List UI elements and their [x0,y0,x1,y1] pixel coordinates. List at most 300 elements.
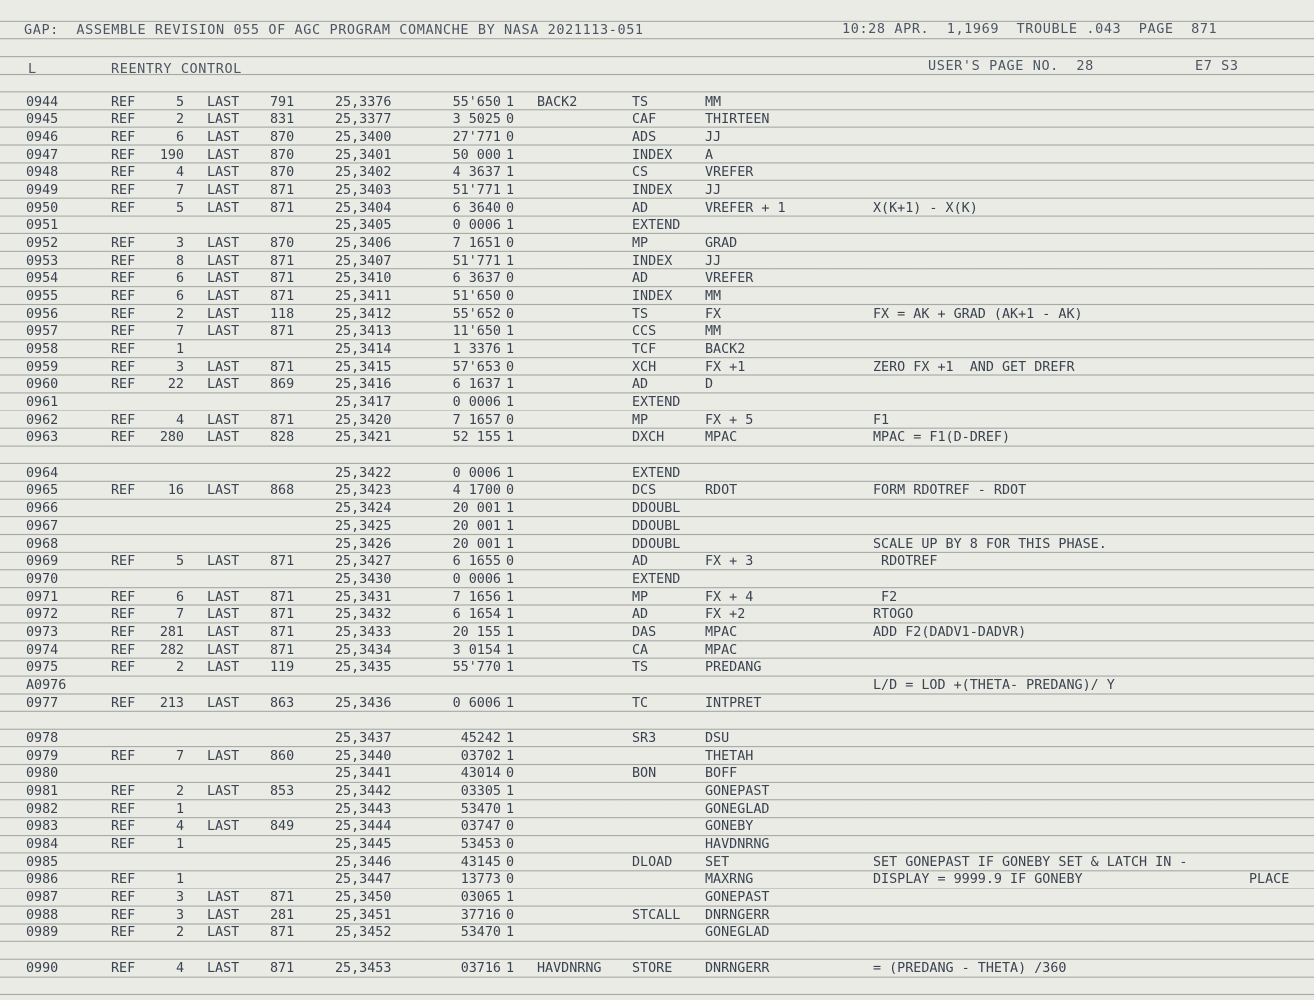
ref-tag: REF [111,784,136,800]
parity-bit: 0 [506,854,515,870]
parity-bit: 1 [506,501,515,517]
octal-word: 55'650 [452,94,501,110]
octal-word: 51'771 [452,253,501,269]
ref-tag: REF [111,748,136,764]
parity-bit: 1 [506,253,515,269]
parity-bit: 1 [506,342,515,358]
ref-tag: REF [111,837,136,853]
ref-tag: REF [111,960,136,976]
last-line: 871 [270,182,295,198]
parity-bit: 0 [506,200,515,216]
parity-bit: 0 [506,766,515,782]
ref-tag: REF [111,94,136,110]
last-line: 281 [270,907,295,923]
operand: MAXRNG [705,872,754,888]
ref-count: 4 [175,819,184,835]
line-number: 0990 [26,960,59,976]
last-line: 871 [270,412,295,428]
last-tag: LAST [207,112,240,128]
listing-row [0,924,1314,942]
octal-word: 0 0006 [452,465,501,481]
octal-word: 53470 [460,925,501,941]
comment-continued: PLACE [1249,872,1290,888]
last-line: 870 [270,129,295,145]
opcode: DDOUBL [632,501,681,517]
last-line: 871 [270,253,295,269]
address: 25,3450 [335,890,392,906]
octal-word: 3 5025 [452,112,501,128]
address: 25,3431 [335,589,392,605]
ref-count: 8 [175,253,184,269]
listing-row [0,129,1314,147]
opcode: SR3 [632,730,657,746]
comment: SET GONEPAST IF GONEBY SET & LATCH IN - [873,854,1188,870]
address: 25,3415 [335,359,392,375]
ref-tag: REF [111,129,136,145]
last-line: 871 [270,642,295,658]
opcode: MP [632,412,649,428]
address: 25,3424 [335,501,392,517]
operand: BOFF [705,766,738,782]
operand: VREFER [705,165,754,181]
octal-word: 03702 [460,748,501,764]
listing-row [0,818,1314,836]
line-number: 0973 [26,624,59,640]
address: 25,3401 [335,147,392,163]
parity-bit: 0 [506,112,515,128]
last-tag: LAST [207,235,240,251]
comment: RDOTREF [873,554,938,570]
opcode: BON [632,766,657,782]
listing-row [0,783,1314,801]
listing-row [0,871,1314,889]
listing-row [0,942,1314,960]
operand: MM [705,324,722,340]
line-number: 0947 [26,147,59,163]
octal-word: 0 6006 [452,695,501,711]
line-number: 0959 [26,359,59,375]
ref-count: 3 [175,907,184,923]
line-number: A0976 [26,677,67,693]
last-line: 871 [270,589,295,605]
ref-count: 2 [175,660,184,676]
address: 25,3426 [335,536,392,552]
line-number: 0944 [26,94,59,110]
address: 25,3437 [335,730,392,746]
comment: F2 [873,589,898,605]
address: 25,3430 [335,571,392,587]
line-number: 0988 [26,907,59,923]
last-tag: LAST [207,483,240,499]
ref-count: 282 [159,642,184,658]
symbol-label: BACK2 [537,94,578,110]
listing-row [0,341,1314,359]
line-number: 0978 [26,730,59,746]
last-line: 828 [270,430,295,446]
opcode: AD [632,200,649,216]
last-line: 871 [270,288,295,304]
parity-bit: 1 [506,324,515,340]
parity-bit: 0 [506,288,515,304]
listing-row [0,677,1314,695]
operand: GONEGLAD [705,925,770,941]
octal-word: 7 1656 [452,589,501,605]
last-line: 871 [270,890,295,906]
ref-count: 3 [175,359,184,375]
line-number: 0984 [26,837,59,853]
ref-count: 4 [175,412,184,428]
last-line: 871 [270,271,295,287]
line-number: 0950 [26,200,59,216]
parity-bit: 1 [506,465,515,481]
ref-tag: REF [111,306,136,322]
line-number: 0963 [26,430,59,446]
listing-row [0,889,1314,907]
address: 25,3425 [335,518,392,534]
address: 25,3434 [335,642,392,658]
line-number: 0956 [26,306,59,322]
line-number: 0961 [26,395,59,411]
ref-count: 2 [175,784,184,800]
opcode: DDOUBL [632,536,681,552]
parity-bit: 1 [506,748,515,764]
parity-bit: 1 [506,784,515,800]
opcode: EXTEND [632,218,681,234]
operand: FX + 5 [705,412,754,428]
operand: D [705,377,714,393]
listing-row [0,748,1314,766]
ref-tag: REF [111,624,136,640]
comment: MPAC = F1(D-DREF) [873,430,1011,446]
last-tag: LAST [207,784,240,800]
address: 25,3447 [335,872,392,888]
last-tag: LAST [207,165,240,181]
parity-bit: 1 [506,395,515,411]
comment: = (PREDANG - THETA) /360 [873,960,1067,976]
address: 25,3427 [335,554,392,570]
ref-tag: REF [111,660,136,676]
operand: JJ [705,182,722,198]
listing-row [0,147,1314,165]
ref-count: 5 [175,200,184,216]
parity-bit: 0 [506,819,515,835]
octal-word: 1 3376 [452,342,501,358]
last-tag: LAST [207,890,240,906]
ref-tag: REF [111,554,136,570]
parity-bit: 1 [506,607,515,623]
opcode: CS [632,165,649,181]
address: 25,3407 [335,253,392,269]
operand: SET [705,854,730,870]
ref-count: 5 [175,94,184,110]
ref-count: 6 [175,271,184,287]
octal-word: 53470 [460,801,501,817]
ref-count: 2 [175,112,184,128]
ref-tag: REF [111,377,136,393]
last-tag: LAST [207,200,240,216]
line-number: 0971 [26,589,59,605]
last-tag: LAST [207,748,240,764]
last-tag: LAST [207,129,240,145]
opcode: CAF [632,112,657,128]
parity-bit: 0 [506,907,515,923]
last-tag: LAST [207,412,240,428]
sheet-code: E7 S3 [1195,58,1239,74]
last-line: 870 [270,165,295,181]
listing-row [0,306,1314,324]
address: 25,3440 [335,748,392,764]
address: 25,3445 [335,837,392,853]
listing-row [0,536,1314,554]
ref-tag: REF [111,324,136,340]
run-timestamp-page: 10:28 APR. 1,1969 TROUBLE .043 PAGE 871 [842,21,1218,37]
operand: FX + 4 [705,589,754,605]
octal-word: 03305 [460,784,501,800]
line-number: 0981 [26,784,59,800]
address: 25,3411 [335,288,392,304]
listing-row [0,642,1314,660]
address: 25,3402 [335,165,392,181]
listing-row [0,712,1314,730]
ref-tag: REF [111,801,136,817]
ref-tag: REF [111,642,136,658]
address: 25,3436 [335,695,392,711]
last-tag: LAST [207,306,240,322]
last-tag: LAST [207,907,240,923]
operand: JJ [705,129,722,145]
line-number: 0948 [26,165,59,181]
ref-tag: REF [111,890,136,906]
last-tag: LAST [207,288,240,304]
octal-word: 6 1654 [452,607,501,623]
octal-word: 6 1637 [452,377,501,393]
operand: GONEBY [705,819,754,835]
listing-row [0,854,1314,872]
last-tag: LAST [207,642,240,658]
line-number: 0958 [26,342,59,358]
operand: THETAH [705,748,754,764]
listing-row [0,960,1314,978]
last-tag: LAST [207,430,240,446]
listing-row [0,376,1314,394]
line-number: 0986 [26,872,59,888]
operand: VREFER + 1 [705,200,786,216]
octal-word: 13773 [460,872,501,888]
listing-row [0,200,1314,218]
opcode: MP [632,589,649,605]
listing-row [0,429,1314,447]
address: 25,3422 [335,465,392,481]
operand: GRAD [705,235,738,251]
address: 25,3433 [335,624,392,640]
octal-word: 43145 [460,854,501,870]
octal-word: 6 3637 [452,271,501,287]
operand: GONEPAST [705,784,770,800]
opcode: EXTEND [632,571,681,587]
listing-row [0,412,1314,430]
parity-bit: 1 [506,642,515,658]
opcode: INDEX [632,147,673,163]
address: 25,3376 [335,94,392,110]
operand: RDOT [705,483,738,499]
parity-bit: 1 [506,571,515,587]
assembly-header: GAP: ASSEMBLE REVISION 055 OF AGC PROGRAM COMANCHE BY NASA 2021113-051 [24,22,644,38]
parity-bit: 1 [506,165,515,181]
operand: MM [705,288,722,304]
parity-bit: 1 [506,695,515,711]
listing-row [0,482,1314,500]
ref-tag: REF [111,589,136,605]
line-number: 0949 [26,182,59,198]
parity-bit: 0 [506,483,515,499]
listing-row [0,606,1314,624]
operand: HAVDNRNG [705,837,770,853]
comment: ZERO FX +1 AND GET DREFR [873,359,1075,375]
octal-word: 6 3640 [452,200,501,216]
ref-tag: REF [111,695,136,711]
listing-row [0,182,1314,200]
comment: FX = AK + GRAD (AK+1 - AK) [873,306,1083,322]
operand: FX +1 [705,359,746,375]
last-line: 869 [270,377,295,393]
parity-bit: 1 [506,536,515,552]
listing-row [0,94,1314,112]
octal-word: 52 155 [452,430,501,446]
last-tag: LAST [207,960,240,976]
opcode: ADS [632,129,657,145]
opcode: CCS [632,324,657,340]
octal-word: 27'771 [452,129,501,145]
address: 25,3400 [335,129,392,145]
last-tag: LAST [207,925,240,941]
ref-count: 1 [175,801,184,817]
line-number: 0952 [26,235,59,251]
parity-bit: 1 [506,624,515,640]
listing-row [0,624,1314,642]
opcode: INDEX [632,182,673,198]
parity-bit: 1 [506,218,515,234]
comment: FORM RDOTREF - RDOT [873,483,1027,499]
comment: ADD F2(DADV1-DADVR) [873,624,1027,640]
last-line: 871 [270,607,295,623]
address: 25,3442 [335,784,392,800]
ref-tag: REF [111,430,136,446]
operand: VREFER [705,271,754,287]
opcode: DLOAD [632,854,673,870]
opcode: MP [632,235,649,251]
address: 25,3403 [335,182,392,198]
octal-word: 20 001 [452,536,501,552]
ref-count: 6 [175,288,184,304]
line-number: 0969 [26,554,59,570]
last-tag: LAST [207,607,240,623]
last-line: 791 [270,94,295,110]
ref-tag: REF [111,342,136,358]
parity-bit: 1 [506,730,515,746]
line-number: 0954 [26,271,59,287]
address: 25,3453 [335,960,392,976]
opcode: STORE [632,960,673,976]
ref-count: 22 [167,377,184,393]
line-number: 0965 [26,483,59,499]
listing-row [0,518,1314,536]
listing-row [0,695,1314,713]
section-title: REENTRY CONTROL [111,61,242,77]
address: 25,3412 [335,306,392,322]
operand: GONEPAST [705,890,770,906]
opcode: TS [632,660,649,676]
last-tag: LAST [207,359,240,375]
comment: DISPLAY = 9999.9 IF GONEBY [873,872,1083,888]
octal-word: 7 1651 [452,235,501,251]
address: 25,3423 [335,483,392,499]
octal-word: 50 000 [452,147,501,163]
last-line: 871 [270,925,295,941]
ref-count: 1 [175,837,184,853]
address: 25,3417 [335,395,392,411]
octal-word: 20 155 [452,624,501,640]
comment: RTOGO [873,607,914,623]
opcode: XCH [632,359,657,375]
comment: X(K+1) - X(K) [873,200,978,216]
listing-row [0,765,1314,783]
octal-word: 57'653 [452,359,501,375]
parity-bit: 0 [506,235,515,251]
users-page-number: USER'S PAGE NO. 28 [928,58,1094,74]
line-number: 0968 [26,536,59,552]
parity-bit: 0 [506,306,515,322]
comment: L/D = LOD +(THETA- PREDANG)/ Y [873,677,1115,693]
ref-tag: REF [111,872,136,888]
last-line: 870 [270,147,295,163]
parity-bit: 1 [506,147,515,163]
last-line: 863 [270,695,295,711]
line-number: 0946 [26,129,59,145]
operand: BACK2 [705,342,746,358]
ref-count: 4 [175,165,184,181]
octal-word: 03065 [460,890,501,906]
last-line: 871 [270,324,295,340]
last-line: 870 [270,235,295,251]
ref-tag: REF [111,165,136,181]
line-number: 0982 [26,801,59,817]
operand: DNRNGERR [705,960,770,976]
last-tag: LAST [207,253,240,269]
operand: PREDANG [705,660,762,676]
ref-tag: REF [111,112,136,128]
ref-count: 7 [175,182,184,198]
line-number: 0972 [26,607,59,623]
line-number: 0985 [26,854,59,870]
line-number: 0960 [26,377,59,393]
octal-word: 11'650 [452,324,501,340]
listing-row [0,465,1314,483]
listing-row [0,164,1314,182]
ref-count: 6 [175,129,184,145]
last-tag: LAST [207,147,240,163]
address: 25,3414 [335,342,392,358]
operand: MM [705,94,722,110]
ref-tag: REF [111,182,136,198]
address: 25,3404 [335,200,392,216]
comment: F1 [873,412,890,428]
ref-tag: REF [111,412,136,428]
address: 25,3410 [335,271,392,287]
ref-count: 281 [159,624,184,640]
listing-row [0,836,1314,854]
last-line: 871 [270,960,295,976]
octal-word: 43014 [460,766,501,782]
